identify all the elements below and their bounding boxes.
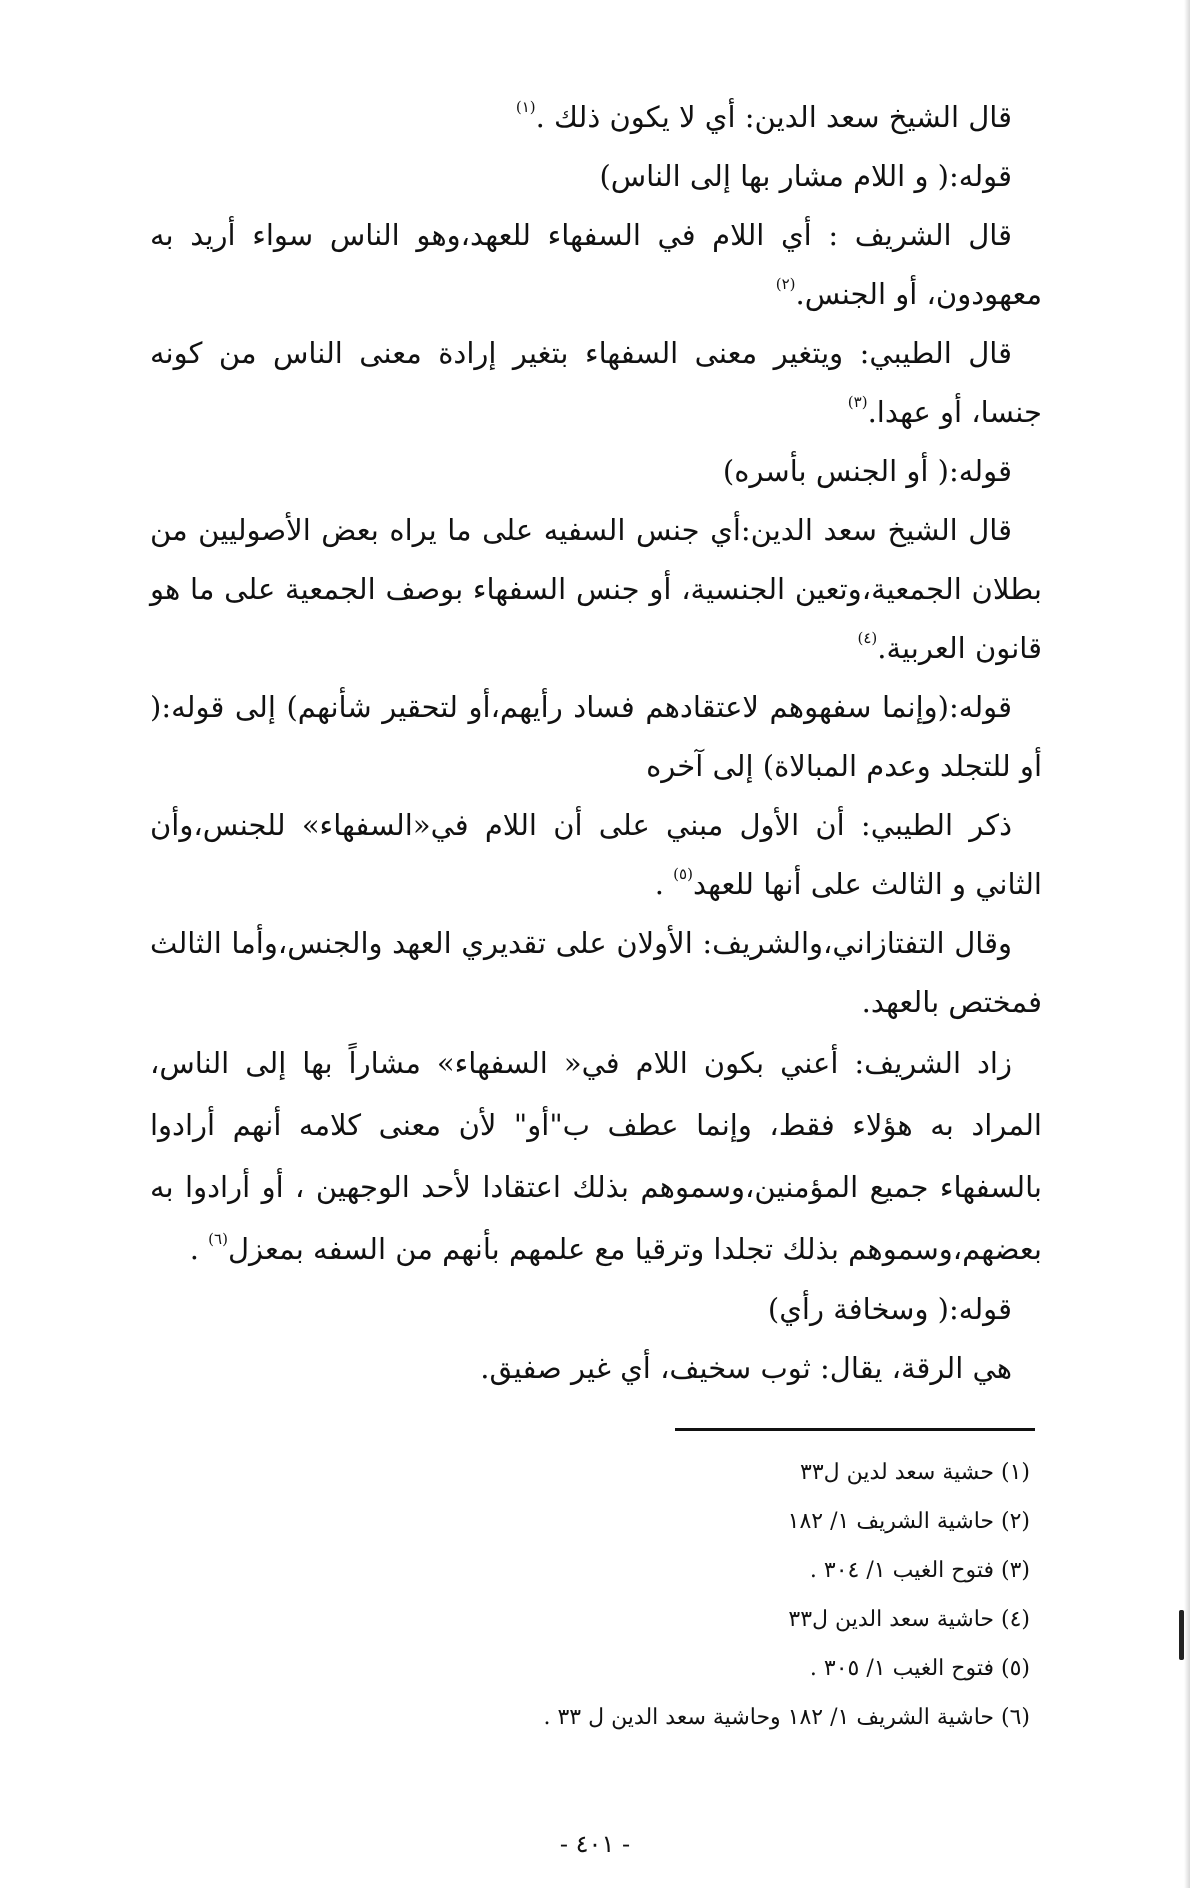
paragraph — [150, 1032, 1042, 1280]
footnote-item: (٤) حاشية سعد الدين ل٣٣ — [788, 1607, 1030, 1632]
paragraph-text: ذكر الطيبي: أن الأول مبني على أن اللام في«السفهاء» للجنس،وأن الثاني و الثالث على أنها للعهد — [150, 808, 1042, 901]
paragraph-text: قال الشيخ سعد الدين: أي لا يكون ذلك . — [535, 100, 1012, 134]
paragraph-text: هي الرقة، يقال: ثوب سخيف، أي غير صفيق. — [480, 1351, 1012, 1385]
paragraph-end: . — [654, 867, 674, 901]
paragraph — [150, 324, 1042, 442]
page-number: - ٤٠١ - — [559, 1830, 631, 1858]
paragraph-end: . — [189, 1232, 209, 1266]
paragraph-text: قوله:( و اللام مشار بها إلى الناس) — [599, 159, 1012, 193]
quote-heading — [150, 442, 1042, 501]
footnotes-list — [400, 1448, 1030, 1742]
paragraph-text: قوله:(وإنما سفهوهم لاعتقادهم فساد رأيهم،أو لتحقير شأنهم) إلى قوله:( أو للتجلد وعدم المبالاة) إلى آخره — [150, 690, 1042, 783]
footnote-item: (١) حشية سعد لدين ل٣٣ — [800, 1460, 1030, 1485]
paragraph-text: قوله:( أو الجنس بأسره) — [722, 454, 1012, 488]
footnote-separator — [675, 1428, 1035, 1431]
footnote-ref: (٤) — [857, 629, 878, 648]
paragraph — [150, 206, 1042, 324]
paragraph — [150, 501, 1042, 678]
page-body — [150, 88, 1042, 1398]
scan-edge — [1184, 0, 1190, 1888]
scan-mark — [1179, 1610, 1184, 1660]
paragraph — [150, 914, 1042, 1032]
footnote-item: (٢) حاشية الشريف ١/ ١٨٢ — [787, 1509, 1030, 1534]
footnote-ref: (٦) — [208, 1230, 228, 1249]
footnote-item: (٦) حاشية الشريف ١/ ١٨٢ وحاشية سعد الدين ل ٣٣ . — [543, 1705, 1030, 1730]
quote-heading — [150, 147, 1042, 206]
paragraph — [150, 1339, 1042, 1398]
footnote-ref: (١) — [515, 98, 536, 117]
footnote-item: (٣) فتوح الغيب ١/ ٣٠٤ . — [809, 1558, 1030, 1583]
paragraph-text: قوله:( وسخافة رأي) — [767, 1292, 1012, 1326]
paragraph-text: قال الشريف : أي اللام في السفهاء للعهد،وهو الناس سواء أريد به معهودون، أو الجنس. — [150, 218, 1042, 311]
paragraph-text: قال الشيخ سعد الدين:أي جنس السفيه على ما يراه بعض الأصوليين من بطلان الجمعية،وتعين الجنسية، أو جنس السفهاء بوصف الجمعية على ما هو قانون العربية. — [150, 513, 1042, 665]
quote-heading — [150, 1280, 1042, 1339]
paragraph — [150, 88, 1042, 147]
quote-heading — [150, 678, 1042, 796]
paragraph-text: وقال التفتازاني،والشريف: الأولان على تقديري العهد والجنس،وأما الثالث فمختص بالعهد. — [150, 926, 1042, 1019]
footnote-item: (٥) فتوح الغيب ١/ ٣٠٥ . — [809, 1656, 1030, 1681]
paragraph — [150, 796, 1042, 914]
paragraph-text: قال الطيبي: ويتغير معنى السفهاء بتغير إرادة معنى الناس من كونه جنسا، أو عهدا. — [150, 336, 1042, 429]
footnote-ref: (٢) — [775, 275, 796, 294]
paragraph-text: زاد الشريف: أعني بكون اللام في« السفهاء» مشاراً بها إلى الناس، المراد به هؤلاء فقط، وإنما عطف ب"أو" لأن معنى كلامه أنهم أرادوا بالسفهاء جميع المؤمنين،وسموهم بذلك اعتقادا لأحد الوجهين ، أو أرادوا به بعضهم،وسموهم بذلك تجلدا وترقيا مع علمهم بأنهم من السفه بمعزل — [150, 1046, 1042, 1266]
footnote-ref: (٣) — [847, 393, 868, 412]
footnote-ref: (٥) — [673, 865, 693, 884]
